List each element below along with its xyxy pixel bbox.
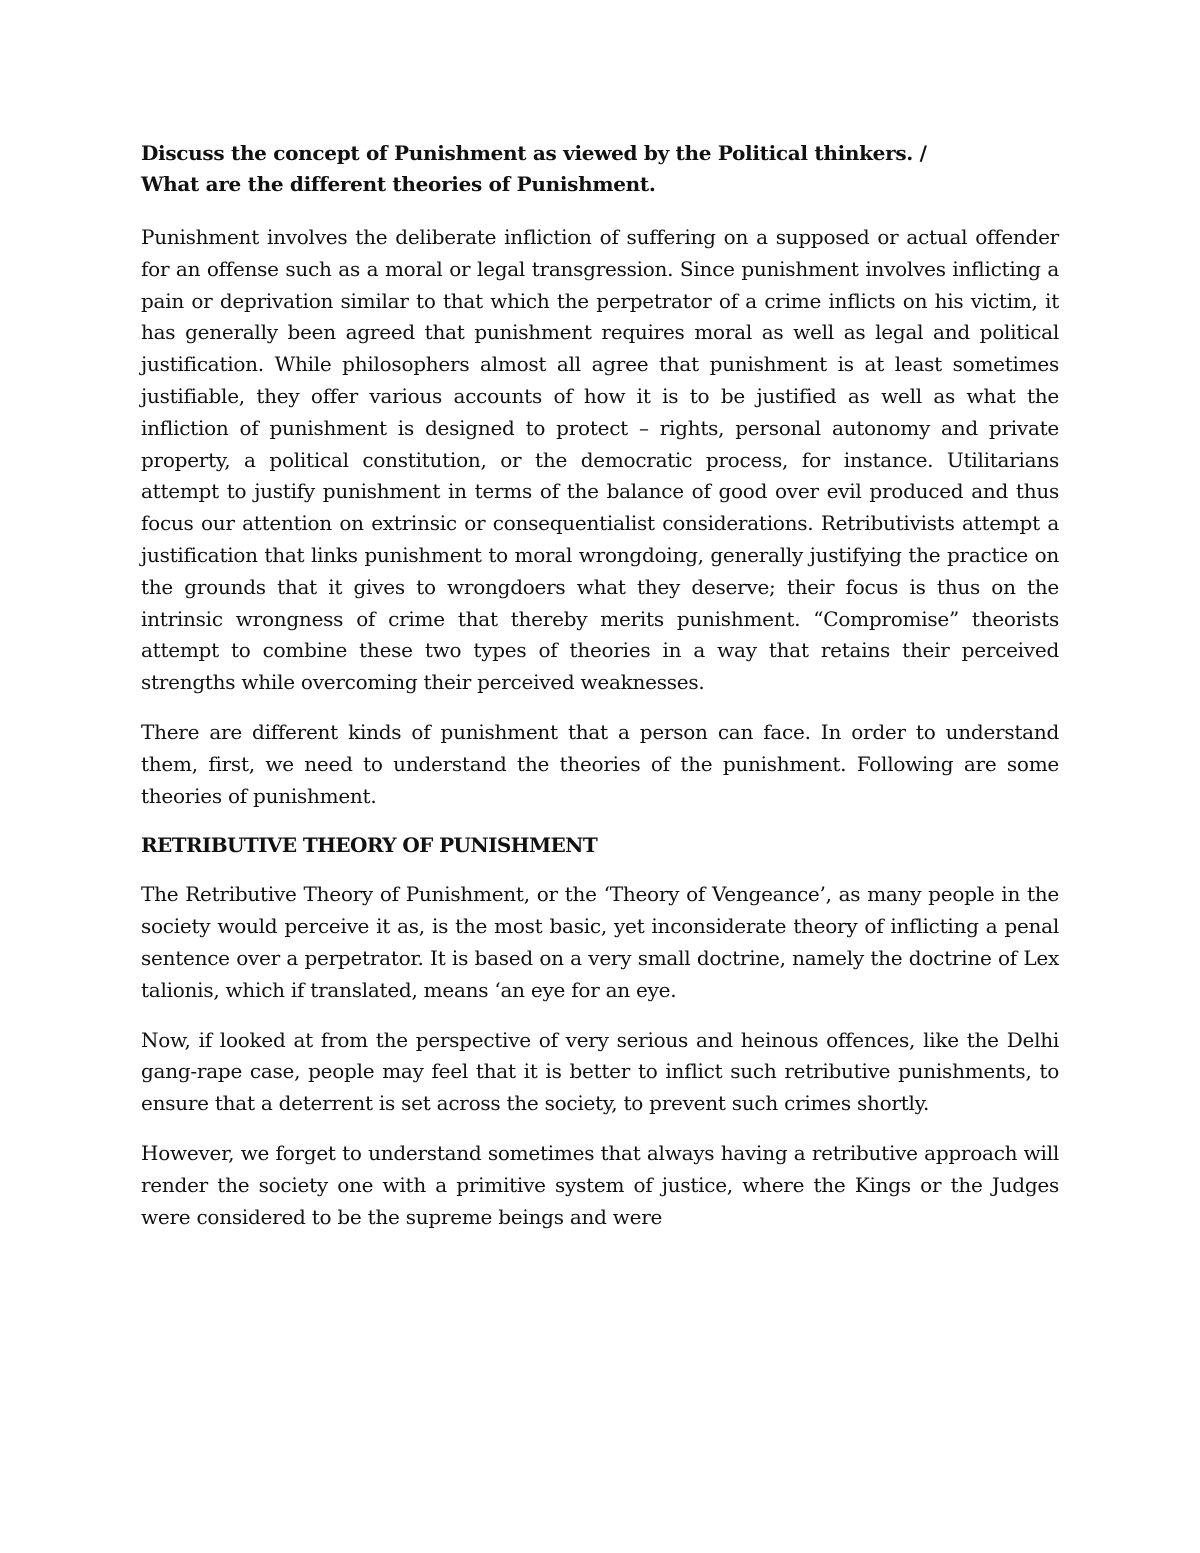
paragraph-heinous-offences: Now, if looked at from the perspective of very serious and heinous offences, like the Delhi gang-rape case, people may feel that it is better to inflict such retributive punishments, to ensure that a deterrent is set across the society, to prevent such crimes shortly. bbox=[141, 1027, 1059, 1116]
paragraph-primitive-justice: However, we forget to understand sometimes that always having a retributive approach will render the society one with a primitive system of justice, where the Kings or the Judges were considered to be the supreme beings and were bbox=[141, 1140, 1059, 1229]
paragraph-kinds-of-punishment: There are different kinds of punishment that a person can face. In order to understand them, first, we need to understand the theories of the punishment. Following are some theories of punishment. bbox=[141, 719, 1059, 808]
document-body bbox=[141, 138, 1059, 1233]
paragraph-definition: Punishment involves the deliberate infliction of suffering on a supposed or actual offender for an offense such as a moral or legal transgression. Since punishment involves inflicting a pain or deprivation similar to that which the perpetrator of a crime inflicts on his victim, it has generally been agreed that punishment requires moral as well as legal and political justification. While philosophers almost all agree that punishment is at least sometimes justifiable, they offer various accounts of how it is to be justified as well as what the infliction of punishment is designed to protect – rights, personal autonomy and private property, a political constitution, or the democratic process, for instance. Utilitarians attempt to justify punishment in terms of the balance of good over evil produced and thus focus our attention on extrinsic or consequentialist considerations. Retributivists attempt a justification that links punishment to moral wrongdoing, generally justifying the practice on the grounds that it gives to wrongdoers what they deserve; their focus is thus on the intrinsic wrongness of crime that thereby merits punishment. “Compromise” theorists attempt to combine these two types of theories in a way that retains their perceived strengths while overcoming their perceived weaknesses. bbox=[141, 225, 1059, 695]
section-heading-retributive: RETRIBUTIVE THEORY OF PUNISHMENT bbox=[141, 833, 598, 858]
document-title-line-2: What are the different theories of Punishment. bbox=[141, 172, 656, 196]
document-title bbox=[141, 138, 1059, 200]
document-title-line-1: Discuss the concept of Punishment as viewed by the Political thinkers. / bbox=[141, 141, 927, 165]
paragraph-retributive-intro: The Retributive Theory of Punishment, or the ‘Theory of Vengeance’, as many people in the society would perceive it as, is the most basic, yet inconsiderate theory of inflicting a penal sentence over a perpetrator. It is based on a very small doctrine, namely the doctrine of Lex talionis, which if translated, means ‘an eye for an eye. bbox=[141, 882, 1059, 1002]
